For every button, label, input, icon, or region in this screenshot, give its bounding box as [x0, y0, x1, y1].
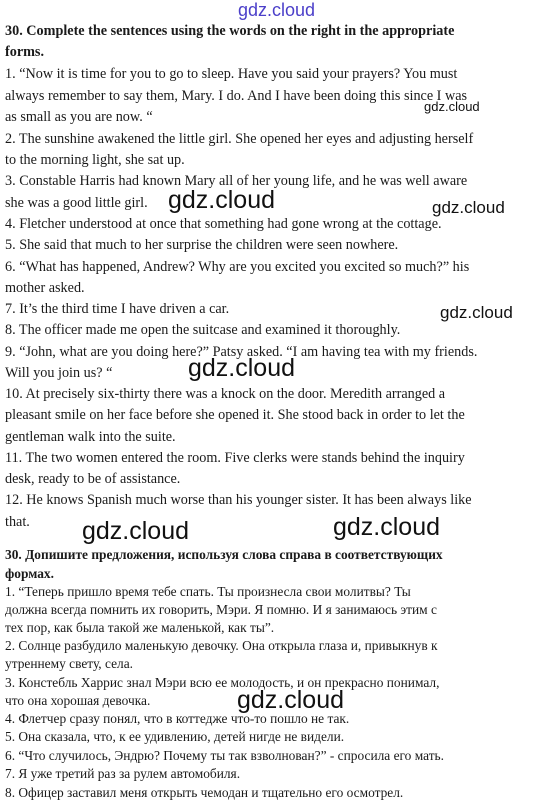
watermark-top: gdz.cloud: [238, 0, 316, 20]
watermark: gdz.cloud: [424, 99, 480, 114]
russian-line: 8. Офицер заставил меня открыть чемодан и тщательно его осмотрел.: [5, 785, 404, 800]
english-line: to the morning light, she sat up.: [5, 152, 185, 168]
watermark: gdz.cloud: [188, 354, 296, 382]
english-line: always remember to say them, Mary. I do. And I have been doing this since I was: [5, 88, 468, 104]
russian-heading-line-1: 30. Допишите предложения, используя слова справа в соответствующих: [5, 547, 443, 562]
english-heading-line-2: forms.: [5, 44, 45, 60]
russian-line: 2. Солнце разбудило маленькую девочку. Она открыла глаза и, привыкнув к: [5, 638, 438, 653]
russian-line: 5. Она сказала, что, к ее удивлению, детей нигде не видели.: [5, 729, 345, 744]
watermark: gdz.cloud: [168, 186, 276, 214]
watermark: gdz.cloud: [237, 686, 345, 714]
english-line: 8. The officer made me open the suitcase and examined it thoroughly.: [5, 322, 401, 338]
english-line: mother asked.: [5, 280, 85, 296]
english-line: as small as you are now. “: [5, 109, 153, 125]
english-line: 4. Fletcher understood at once that something had gone wrong at the cottage.: [5, 216, 442, 232]
english-line: 10. At precisely six-thirty there was a knock on the door. Meredith arranged a: [5, 386, 446, 402]
english-line: pleasant smile on her face before she opened it. She stood back in order to let the: [5, 407, 465, 423]
russian-line: 3. Констебль Харрис знал Мэри всю ее молодость, и он прекрасно понимал,: [5, 675, 440, 690]
russian-line: 7. Я уже третий раз за рулем автомобиля.: [5, 766, 241, 781]
english-line: gentleman walk into the suite.: [5, 429, 176, 445]
english-line: that.: [5, 514, 30, 530]
english-line: 6. “What has happened, Andrew? Why are you excited you excited so much?” his: [5, 259, 470, 275]
english-line: she was a good little girl.: [5, 195, 148, 211]
watermark: gdz.cloud: [440, 303, 513, 322]
english-line: 12. He knows Spanish much worse than his younger sister. It has been always like: [5, 492, 472, 508]
english-line: Will you join us? “: [5, 365, 113, 381]
russian-line: должна всегда помнить их говорить, Мэри. Я помню. И я занимаюсь этим с: [5, 602, 437, 617]
english-line: desk, ready to be of assistance.: [5, 471, 181, 487]
watermark: gdz.cloud: [432, 198, 505, 217]
russian-line: 6. “Что случилось, Эндрю? Почему ты так взволнован?” - спросила его мать.: [5, 748, 445, 763]
english-line: 9. “John, what are you doing here?” Patsy asked. “I am having tea with my friends.: [5, 344, 478, 360]
english-line: 3. Constable Harris had known Mary all of her young life, and he was well aware: [5, 173, 468, 189]
watermark: gdz.cloud: [82, 517, 190, 545]
russian-line: что она хорошая девочка.: [5, 693, 151, 708]
russian-line: 1. “Теперь пришло время тебе спать. Ты произнесла свои молитвы? Ты: [5, 584, 411, 599]
russian-line: утреннему свету, села.: [5, 656, 134, 671]
watermark: gdz.cloud: [333, 513, 441, 541]
english-line: 1. “Now it is time for you to go to sleep. Have you said your prayers? You must: [5, 66, 458, 82]
english-line: 7. It’s the third time I have driven a car.: [5, 301, 230, 317]
english-heading-line-1: 30. Complete the sentences using the words on the right in the appropriate: [5, 23, 455, 39]
english-line: 11. The two women entered the room. Five clerks were stands behind the inquiry: [5, 450, 465, 466]
english-line: 5. She said that much to her surprise the children were seen nowhere.: [5, 237, 399, 253]
russian-line: тех пор, как была такой же маленькой, как ты”.: [5, 620, 275, 635]
russian-heading-line-2: формах.: [5, 566, 54, 581]
russian-line: 4. Флетчер сразу понял, что в коттедже что-то пошло не так.: [5, 711, 350, 726]
english-line: 2. The sunshine awakened the little girl. She opened her eyes and adjusting herself: [5, 131, 474, 147]
